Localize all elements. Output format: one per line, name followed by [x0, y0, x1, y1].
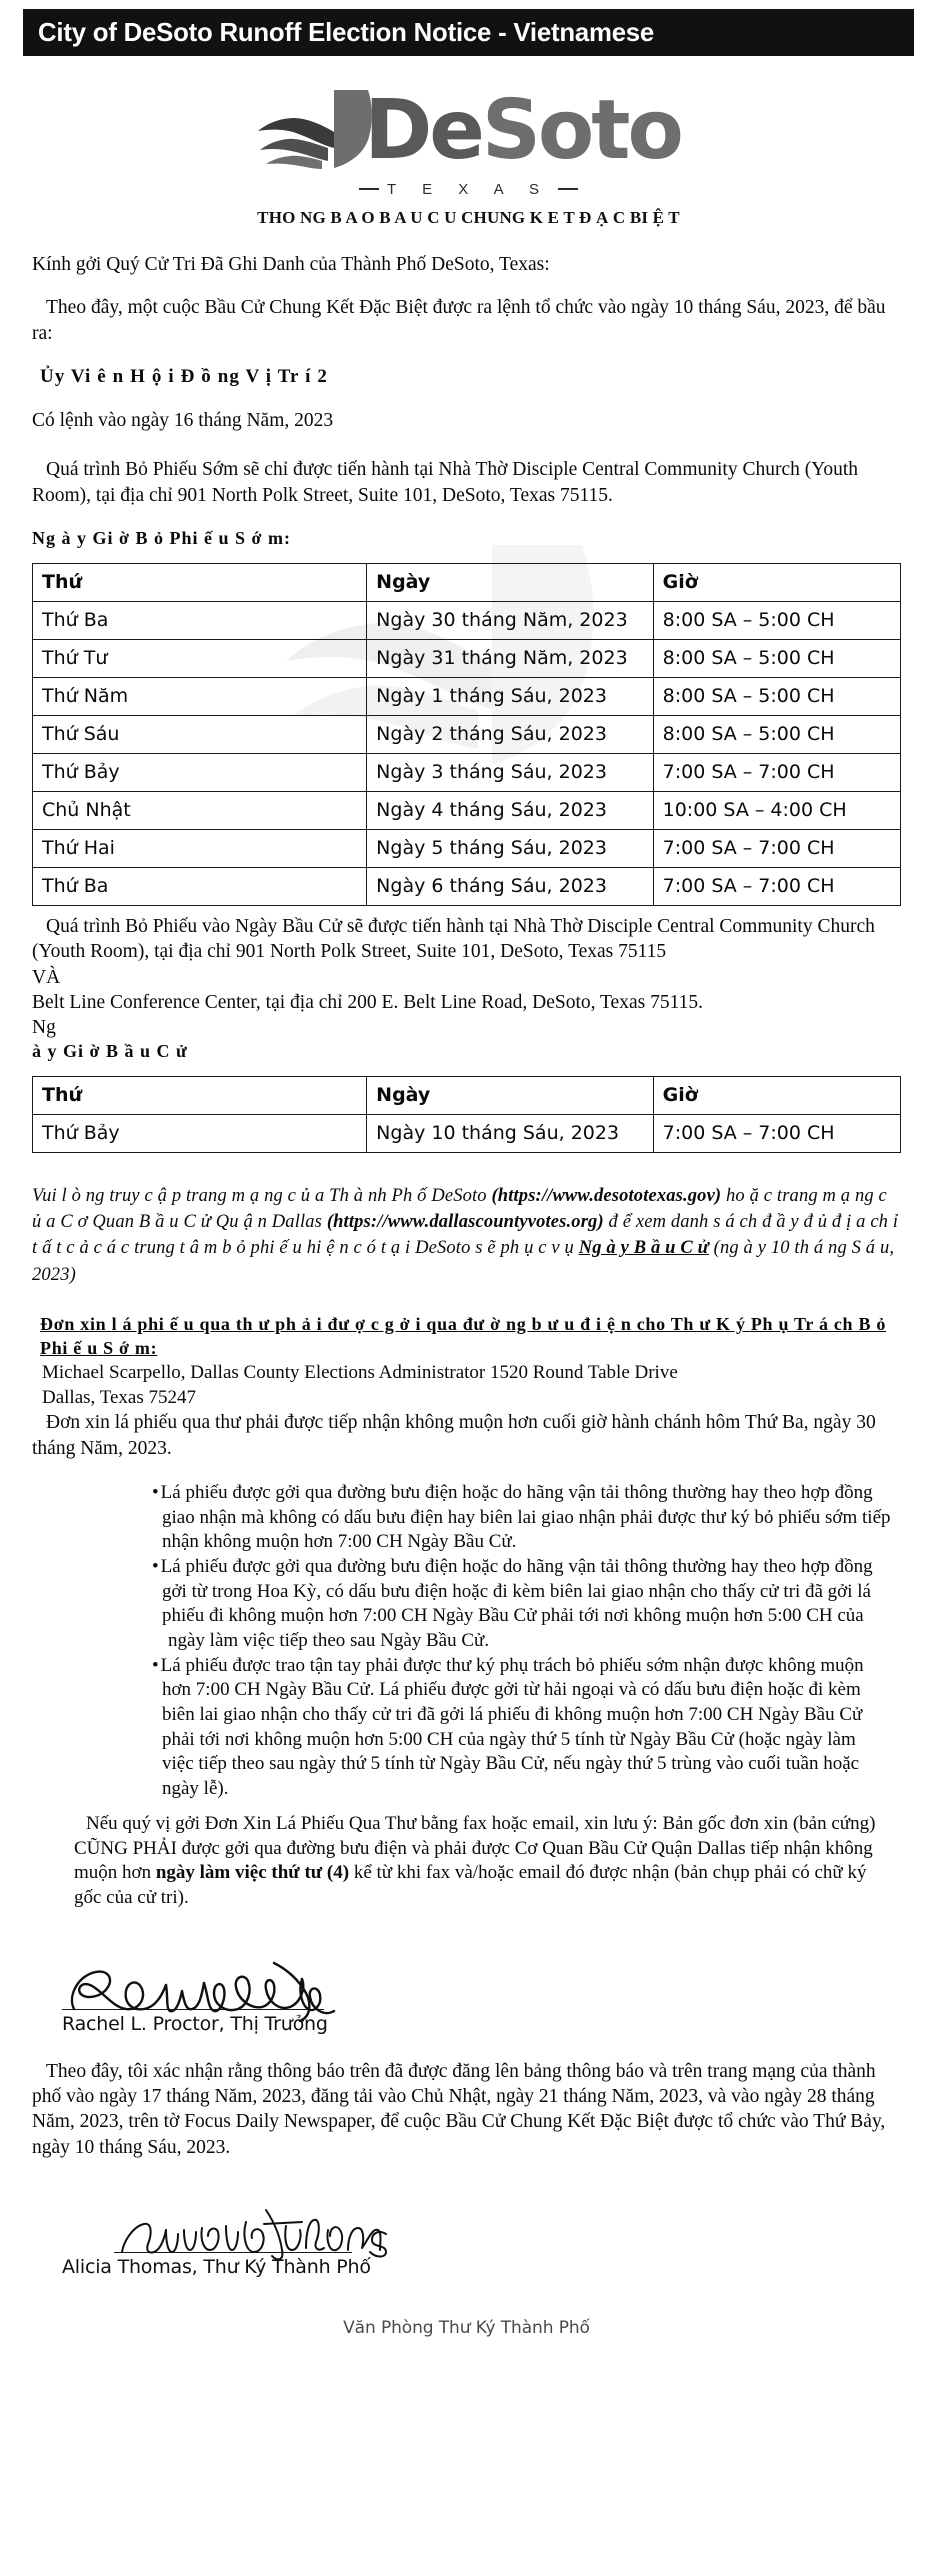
page-title: City of DeSoto Runoff Election Notice - Vietnamese — [38, 17, 655, 47]
election-day-table — [32, 1076, 901, 1153]
table-row — [33, 830, 901, 868]
clerk-name: Alicia Thomas, Thư Ký Thành Phố — [62, 2255, 371, 2278]
logo-dash-left — [359, 188, 379, 190]
column-header-hours: Giờ — [653, 1076, 900, 1114]
list-item — [32, 1555, 901, 1629]
salutation: Kính gởi Quý Cử Tri Đã Ghi Danh của Thành Phố DeSoto, Texas: — [32, 254, 550, 275]
office-title: Ủy Vi ê n H ộ i Đ ồ ng V ị Tr í 2 — [40, 366, 328, 388]
bullet-icon: • — [152, 1481, 159, 1503]
cell-date: Ngày 10 tháng Sáu, 2023 — [367, 1114, 653, 1152]
table-row — [33, 716, 901, 754]
websites-text-part4: (ng à y 10 th á ng S á u, 2023) — [32, 1238, 895, 1285]
table-header-row — [33, 1076, 901, 1114]
cell-date: Ngày 2 tháng Sáu, 2023 — [367, 716, 653, 754]
mayor-signature-block — [32, 1951, 901, 2035]
cell-date: Ngày 5 tháng Sáu, 2023 — [367, 830, 653, 868]
cell-hours: 10:00 SA – 4:00 CH — [653, 792, 900, 830]
mail-ballot-heading: Đơn xin l á phi ế u qua th ư ph ả i đư ợ c g ở i qua đư ờ ng b ư u đ i ệ n cho Th ư K ý Ph ụ Tr á ch B ỏ Phi ế u S ớ m: — [40, 1313, 887, 1358]
cell-date: Ngày 6 tháng Sáu, 2023 — [367, 868, 653, 906]
mayor-name: Rachel L. Proctor, Thị Trưởng — [62, 2012, 328, 2035]
cell-hours: 8:00 SA – 5:00 CH — [653, 716, 900, 754]
intro-paragraph: Theo đây, một cuộc Bầu Cử Chung Kết Đặc Biệt được ra lệnh tổ chức vào ngày 10 tháng Sáu, 2023, để bầu ra: — [32, 297, 886, 344]
cell-day: Thứ Năm — [33, 678, 367, 716]
cell-day: Thứ Bảy — [33, 1114, 367, 1152]
election-day-label-part1: Ng — [32, 1017, 56, 1039]
table-row — [33, 1114, 901, 1152]
cell-date: Ngày 30 tháng Năm, 2023 — [367, 602, 653, 640]
cell-day: Thứ Tư — [33, 640, 367, 678]
eagle-wing-icon — [256, 88, 374, 170]
ordered-on-line: Có lệnh vào ngày 16 tháng Năm, 2023 — [32, 410, 334, 432]
document-body — [0, 228, 937, 2368]
cell-hours: 8:00 SA – 5:00 CH — [653, 640, 900, 678]
cell-hours: 8:00 SA – 5:00 CH — [653, 678, 900, 716]
cell-date: Ngày 3 tháng Sáu, 2023 — [367, 754, 653, 792]
mail-ballot-deadline: Đơn xin lá phiếu qua thư phải được tiếp nhận không muộn hơn cuối giờ hành chánh hôm Thứ Ba, ngày 30 tháng Năm, 2023. — [32, 1412, 876, 1459]
fax-note-part2: kể từ khi fax và/hoặc email đó được nhận (bản chụp phải có chữ ký gốc của cử tri). — [74, 1862, 867, 1908]
logo-dash-right — [558, 188, 578, 190]
bullet-icon: • — [152, 1654, 159, 1676]
websites-text-part2: ho ặ c trang m ạ ng c ủ a C ơ Quan B ầ u C ử Qu ậ n Dallas — [32, 1185, 887, 1233]
websites-paragraph — [32, 1183, 901, 1288]
cell-date: Ngày 31 tháng Năm, 2023 — [367, 640, 653, 678]
cell-hours: 8:00 SA – 5:00 CH — [653, 602, 900, 640]
column-header-day: Thứ — [33, 564, 367, 602]
bullet-icon: • — [152, 1555, 159, 1577]
city-website-url[interactable]: (https://www.desototexas.gov) — [491, 1185, 722, 1206]
table-row — [33, 792, 901, 830]
fax-note-emphasis: ngày làm việc thứ tư (4) — [155, 1862, 350, 1884]
early-voting-table-zone — [32, 563, 901, 906]
fax-note-part1: Nếu quý vị gởi Đơn Xin Lá Phiếu Qua Thư bằng fax hoặc email, xin lưu ý: Bản gốc đơn xin (bản cứng) CŨNG PHẢI được gởi qua đường bưu điện và phải được Cơ Quan Bầu Cử Quận Dallas tiếp nhận không muộn hơn — [74, 1812, 876, 1884]
cell-hours: 7:00 SA – 7:00 CH — [653, 868, 900, 906]
certification-paragraph: Theo đây, tôi xác nhận rằng thông báo trên đã được đăng lên bảng thông báo và trên trang mạng của thành phố vào ngày 17 tháng Năm, 2023, đăng tải vào Chủ Nhật, ngày 21 tháng Năm, 2023, và vào ngày 28 tháng Năm, 2023, trên tờ Focus Daily Newspaper, để cuộc Bầu Cử Chung Kết Đặc Biệt được tổ chức vào Thứ Bảy, ngày 10 tháng Sáu, 2023. — [32, 2060, 886, 2158]
mail-ballot-administrator: Michael Scarpello, Dallas County Elections Administrator 1520 Round Table Drive — [42, 1362, 678, 1384]
list-item — [32, 1481, 901, 1555]
table-row — [33, 678, 901, 716]
cell-hours: 7:00 SA – 7:00 CH — [653, 1114, 900, 1152]
cell-day: Thứ Ba — [33, 602, 367, 640]
table-row — [33, 754, 901, 792]
cell-hours: 7:00 SA – 7:00 CH — [653, 754, 900, 792]
list-item — [32, 1654, 901, 1802]
desoto-logo — [0, 78, 937, 198]
websites-text-part1: Vui l ò ng truy c ậ p trang m ạ ng c ủ a Th à nh Ph ố DeSoto — [32, 1185, 492, 1206]
column-header-day: Thứ — [33, 1076, 367, 1114]
cell-day: Thứ Bảy — [33, 754, 367, 792]
early-voting-table — [32, 563, 901, 906]
column-header-date: Ngày — [367, 564, 653, 602]
cell-day: Thứ Sáu — [33, 716, 367, 754]
table-header-row — [33, 564, 901, 602]
document-page — [0, 9, 937, 2569]
document-kicker: THO NG B A O B A U C U CHUNG K E T Đ Ạ C BI Ệ T — [257, 208, 680, 227]
footer-office-label: Văn Phòng Thư Ký Thành Phố — [343, 2317, 590, 2338]
logo-state-label — [359, 181, 578, 198]
ballot-rules-list — [32, 1481, 901, 1802]
early-voting-location: Quá trình Bỏ Phiếu Sớm sẽ chỉ được tiến hành tại Nhà Thờ Disciple Central Community Church (Youth Room), tại địa chỉ 901 North Polk Street, Suite 101, DeSoto, Texas 75115. — [32, 459, 859, 506]
cell-day: Thứ Ba — [33, 868, 367, 906]
logo-wordmark: DeSoto — [364, 83, 681, 179]
cell-day: Chủ Nhật — [33, 792, 367, 830]
election-day-emphasis: Ng à y B ầ u C ử — [578, 1238, 709, 1259]
rule-text: Lá phiếu được gởi qua đường bưu điện hoặc do hãng vận tải thông thường hay theo hợp đồng gởi từ trong Hoa Kỳ, có dấu bưu điện hoặc đi kèm biên lai giao nhận cho thấy cử tri đã gởi lá phiếu đi không muộn hơn 7:00 CH Ngày Bầu Cử phải tới nơi không muộn hơn 5:00 CH của — [160, 1555, 873, 1627]
election-day-label-part2: à y Gi ờ B ầ u C ử — [32, 1040, 188, 1061]
early-voting-schedule-label: Ng à y Gi ờ B ỏ Phi ế u S ớ m: — [32, 528, 291, 549]
rule-text: Lá phiếu được trao tận tay phải được thư ký phụ trách bỏ phiếu sớm nhận được không muộn hơn 7:00 CH Ngày Bầu Cử. Lá phiếu được gởi từ hải ngoại và có dấu bưu điện hoặc đi kèm biên lai giao nhận cho thấy cử tri đã gởi lá phiếu đi không muộn hơn 7:00 CH Ngày Bầu Cử phải tới nơi không muộn hơn 5:00 CH của ngày thứ 5 tính từ Ngày Bầu Cử (hoặc ngày làm việc tiếp theo sau ngày thứ 5 tính từ Ngày Bầu Cử, nếu ngày thứ 5 trùng vào cuối tuần hoặc ngày lễ). — [160, 1654, 864, 1800]
table-row — [33, 602, 901, 640]
logo-state-text: T E X A S — [387, 181, 550, 198]
cell-hours: 7:00 SA – 7:00 CH — [653, 830, 900, 868]
cell-date: Ngày 1 tháng Sáu, 2023 — [367, 678, 653, 716]
websites-text-part3: đ ể xem danh s á ch đ ầ y đ ủ đ ị a ch ỉ t ấ t c ả c á c trung t â m b ỏ phi ế u hi ệ n c ó t ạ i DeSoto s ẽ ph ụ c v ụ — [32, 1212, 899, 1259]
rule-continuation: ngày làm việc tiếp theo sau Ngày Bầu Cử. — [168, 1630, 490, 1652]
column-header-date: Ngày — [367, 1076, 653, 1114]
cell-day: Thứ Hai — [33, 830, 367, 868]
election-day-and: VÀ — [32, 966, 61, 988]
mail-ballot-city-state-zip: Dallas, Texas 75247 — [42, 1387, 196, 1409]
table-row — [33, 868, 901, 906]
column-header-hours: Giờ — [653, 564, 900, 602]
table-row — [33, 640, 901, 678]
fax-email-note — [32, 1812, 901, 1911]
cell-date: Ngày 4 tháng Sáu, 2023 — [367, 792, 653, 830]
clerk-signature-block — [32, 2200, 901, 2278]
county-website-url[interactable]: (https://www.dallascountyvotes.org) — [326, 1212, 604, 1233]
rule-text: Lá phiếu được gởi qua đường bưu điện hoặc do hãng vận tải thông thường hay theo hợp đồng giao nhận mà không có dấu bưu điện hay biên lai giao nhận phải được thư ký bỏ phiếu sớm tiếp nhận không muộn hơn 7:00 CH Ngày Bầu Cử. — [160, 1481, 891, 1553]
page-banner — [23, 9, 914, 56]
election-day-location-2: Belt Line Conference Center, tại địa chỉ 200 E. Belt Line Road, DeSoto, Texas 75115. — [32, 992, 703, 1014]
election-day-location-1: Quá trình Bỏ Phiếu vào Ngày Bầu Cử sẽ được tiến hành tại Nhà Thờ Disciple Central Community Church (Youth Room), tại địa chỉ 901 North Polk Street, Suite 101, DeSoto, Texas 75115 — [32, 916, 875, 963]
